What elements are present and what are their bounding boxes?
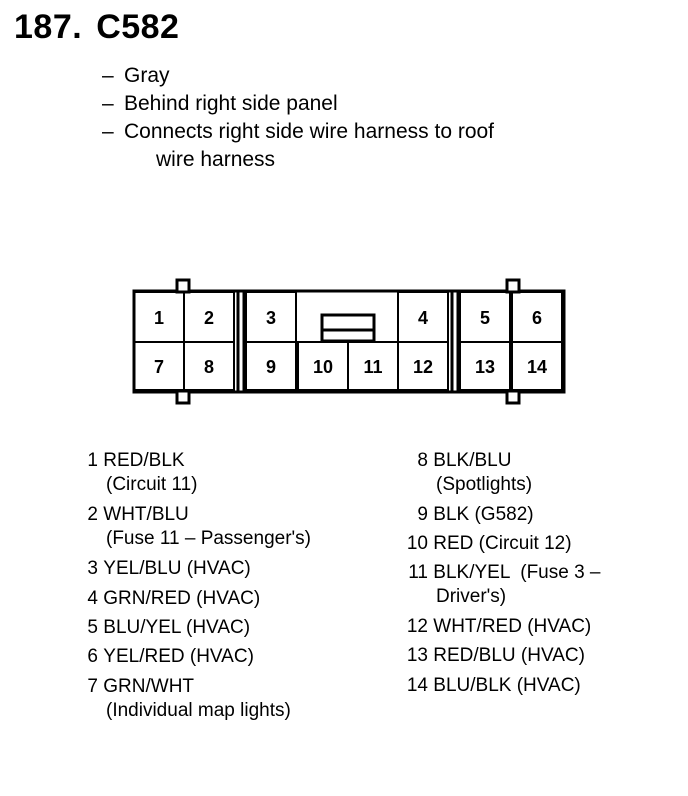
pin-label-11: 11 [363,357,383,377]
legend-item-11: 11 BLK/YEL (Fuse 3 – Driver's) [408,562,601,607]
legend-item-13: 13 RED/BLU (HVAC) [406,645,585,666]
legend-item-12: 12 WHT/RED (HVAC) [406,616,592,637]
detail-connects-cont: wire harness [156,148,276,171]
detail-location: – Behind right side panel [102,92,338,115]
legend-item-14: 14 BLU/BLK (HVAC) [406,675,581,696]
legend-item-10: 10 RED (Circuit 12) [406,533,572,554]
legend-item-8: 8 BLK/BLU (Spotlights) [417,450,533,495]
pin-label-5: 5 [479,308,491,328]
detail-connects: – Connects right side wire harness to roof [102,120,495,143]
pin-label-9: 9 [265,357,277,377]
pin-label-1: 1 [153,308,165,328]
legend-item-5: 5 BLU/YEL (HVAC) [87,617,251,638]
pin-label-8: 8 [203,357,215,377]
pin-label-4: 4 [417,308,429,328]
pin-label-3: 3 [265,308,277,328]
legend-item-2: 2 WHT/BLU (Fuse 11 – Passenger's) [87,504,311,549]
pin-label-14: 14 [526,357,548,377]
diagram-number: 187. [14,8,83,46]
pin-label-13: 13 [474,357,496,377]
connector-id: C582 [96,8,180,46]
pin-label-7: 7 [153,357,165,377]
detail-color: – Gray [102,64,170,87]
legend-item-4: 4 GRN/RED (HVAC) [87,588,261,609]
pin-label-10: 10 [312,357,334,377]
pin-label-12: 12 [412,357,434,377]
legend-item-7: 7 GRN/WHT (Individual map lights) [87,676,291,721]
pin-label-2: 2 [203,308,215,328]
pin-label-6: 6 [531,308,543,328]
legend-item-3: 3 YEL/BLU (HVAC) [87,558,251,579]
legend-item-9: 9 BLK (G582) [417,504,534,525]
legend-item-6: 6 YEL/RED (HVAC) [87,646,254,667]
legend-item-1: 1 RED/BLK (Circuit 11) [87,450,198,495]
